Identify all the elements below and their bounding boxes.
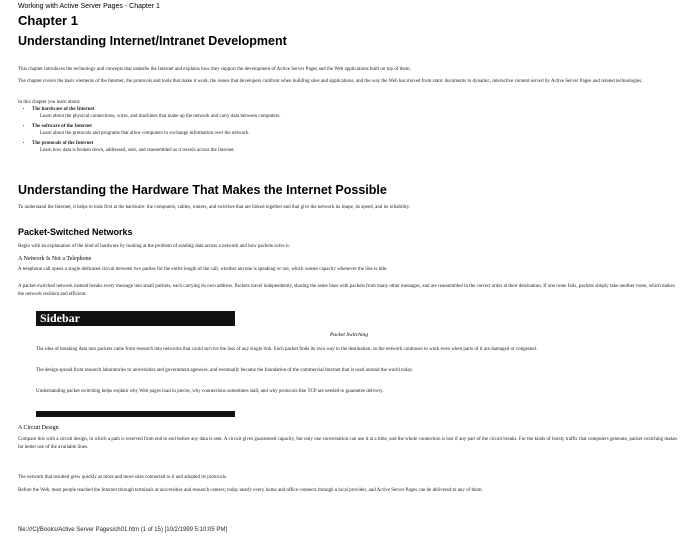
- running-head: Working with Active Server Pages - Chapter 1: [18, 3, 160, 10]
- bullet-term: The protocols of the Internet: [32, 141, 94, 146]
- learn-intro: In this chapter you learn about:: [18, 100, 81, 105]
- bullet-desc: Learn about the physical connections, wires, and machines that make up the network and carry data between computers.: [40, 114, 281, 119]
- packet-paragraph-2: A packet-switched network instead breaks every message into small packets, each carrying its own address. Packets travel independently, sharing the same lines with packets from many other messages, and are reassembled in the correct order at their destination. If one route fails, packets simply take another route, which makes the network resilient and efficient.: [18, 284, 675, 297]
- intro-paragraph-2: The chapter covers the basic elements of the Internet, the protocols and tools that make it work, the issues that developers confront when building sites and applications, and the way the Web has moved from static documents to dynamic, interactive content served by Active Server Pages and related technologies.: [18, 79, 643, 84]
- sidebar-paragraph-1: The idea of breaking data into packets came from research into networks that could survive the loss of any single link. Each packet finds its own way to the destination, so the network continues to work even when parts of it are damaged or congested.: [36, 347, 538, 352]
- bullet-desc: Learn about the protocols and programs that allow computers to exchange information over the network.: [40, 131, 250, 136]
- circuit-paragraph-1: Compare this with a circuit design, in which a path is reserved from end to end before any data is sent. A circuit gives guaranteed capacity, but only one conversation can use it at a time, and the whole connection is lost if any part of the circuit breaks. For the kinds of bursty traffic that computers generate, packet switching makes far better use of the available lines.: [18, 437, 678, 450]
- bullet-term: The software of the Internet: [32, 124, 92, 129]
- sidebar-banner: Sidebar: [36, 311, 235, 326]
- list-item: [32, 140, 672, 154]
- chapter-label: Chapter 1: [18, 13, 78, 28]
- intro-paragraph-1: This chapter introduces the technology and concepts that underlie the Internet and explains how they support the development of Active Server Pages and the Web applications built on top of them.: [18, 67, 411, 72]
- packet-paragraph-1: A telephone call opens a single dedicated circuit between two parties for the entire length of the call, whether anyone is speaking or not, which wastes capacity whenever the line is idle.: [18, 267, 388, 272]
- bullet-term: The hardware of the Internet: [32, 107, 95, 112]
- page-footer-url: file:///C|/Books/Active Server Pages/ch01.htm (1 of 15) [10/2/1999 5:10:05 PM]: [18, 527, 228, 533]
- sidebar-paragraph-3: Understanding packet switching helps explain why Web pages load in pieces, why connections sometimes stall, and why protocols like TCP are needed to guarantee delivery.: [36, 389, 384, 394]
- topic-list: [18, 106, 672, 157]
- circuit-paragraph-3: Before the Web, most people reached the Internet through terminals at universities and research centers; today nearly every home and office connects through a local provider, and Active Server Pages can be delivered to any of them.: [18, 488, 483, 493]
- section-packet-body: Begin with an explanation of the kind of hardware by looking at the problem of sending data across a network and how packets solve it.: [18, 244, 291, 249]
- sidebar-title: Packet Switching: [330, 332, 369, 338]
- section-heading-hardware: Understanding the Hardware That Makes the Internet Possible: [18, 183, 387, 197]
- section-heading-packet: Packet-Switched Networks: [18, 227, 133, 237]
- subheading-circuit: A Circuit Design: [18, 425, 59, 431]
- circuit-paragraph-2: The network that resulted grew quickly as more and more sites connected to it and adopted its protocols.: [18, 475, 228, 480]
- section-hardware-body: To understand the Internet, it helps to look first at the hardware: the computers, cables, routers, and switches that are linked together and that give the network its shape, its speed, and its reliability.: [18, 205, 410, 210]
- list-item: [32, 123, 672, 137]
- sidebar-paragraph-2: The design spread from research laboratories to universities and government agencies, and eventually became the foundation of the commercial Internet that is used around the world today.: [36, 368, 414, 373]
- page-title: Understanding Internet/Intranet Development: [18, 34, 287, 48]
- bullet-desc: Learn how data is broken down, addressed, sent, and reassembled as it travels across the Internet.: [40, 148, 235, 153]
- sidebar-end-rule: [36, 411, 235, 417]
- list-item: [32, 106, 672, 120]
- subheading-telephone: A Network Is Not a Telephone: [18, 256, 92, 262]
